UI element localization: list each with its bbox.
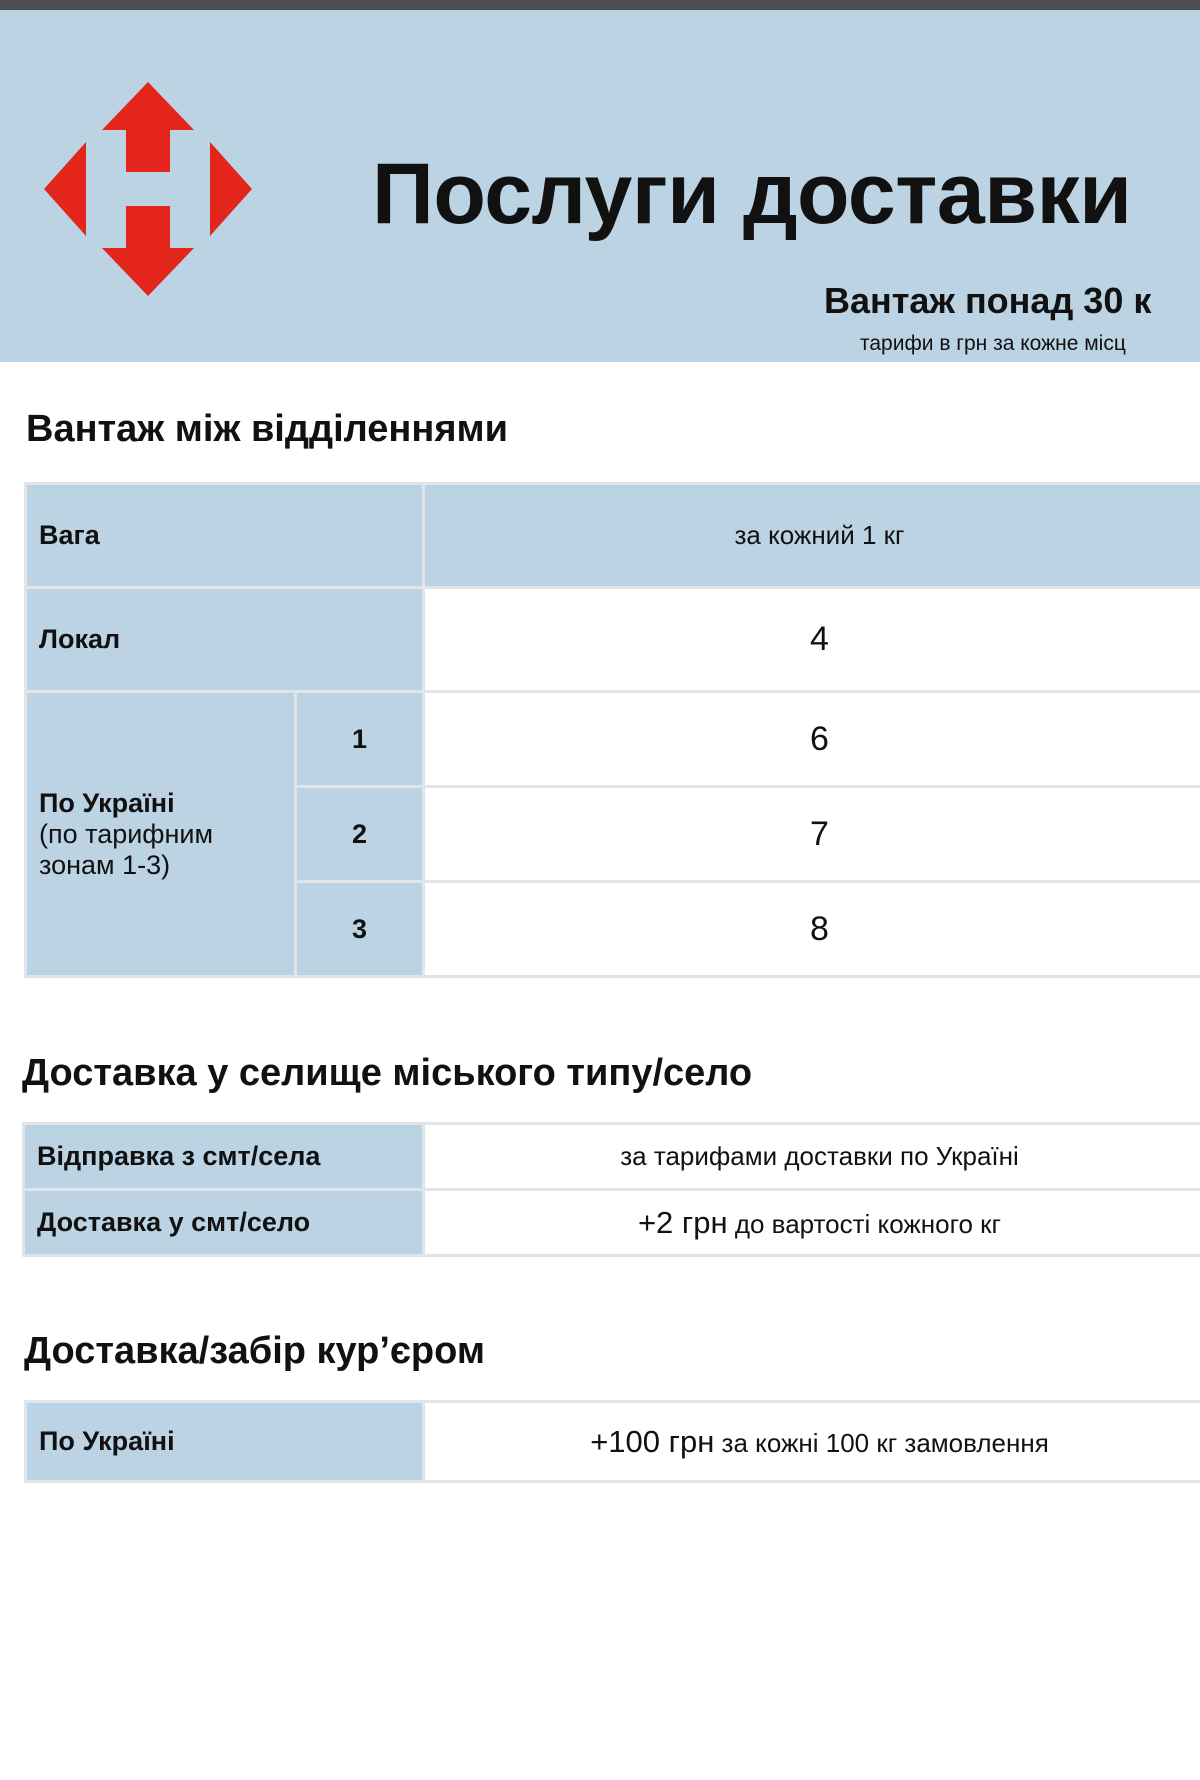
branches-tariff-table [24, 482, 1200, 978]
table-row [26, 588, 1200, 692]
courier-tariff-table [24, 1400, 1200, 1483]
zone-2-value: 7 [424, 787, 1200, 882]
page-title: Послуги доставки [372, 146, 1132, 242]
courier-surcharge: +100 грн [590, 1423, 715, 1459]
village-tariff-table [22, 1122, 1200, 1257]
nova-poshta-logo-icon [42, 80, 254, 298]
tariff-note: тарифи в грн за кожне місц [860, 332, 1126, 355]
table-row [24, 1190, 1200, 1256]
courier-ukraine-value [424, 1402, 1200, 1482]
section-title-village: Доставка у селище міського типу/село [22, 1052, 753, 1094]
courier-ukraine-label: По Україні [26, 1402, 424, 1482]
deliver-to-village-label: Доставка у смт/село [24, 1190, 424, 1256]
ukraine-label: По Україні [39, 787, 175, 818]
table-row [26, 484, 1200, 588]
per-kg-header: за кожний 1 кг [424, 484, 1200, 588]
zone-2-label: 2 [296, 787, 424, 882]
table-row [24, 1124, 1200, 1190]
section-title-courier: Доставка/забір кур’єром [24, 1330, 485, 1372]
section-title-branches: Вантаж між відділеннями [26, 408, 508, 450]
local-label: Локал [26, 588, 424, 692]
send-from-village-value [424, 1124, 1200, 1190]
courier-value-text: за кожні 100 кг замовлення [721, 1427, 1049, 1458]
ukraine-sub-label: (по тарифним зонам 1-3) [39, 818, 214, 880]
deliver-to-village-value-text: до вартості кожного кг [734, 1208, 1002, 1239]
send-from-village-label: Відправка з смт/села [24, 1124, 424, 1190]
table-row [26, 1402, 1200, 1482]
local-value: 4 [424, 588, 1200, 692]
deliver-to-village-surcharge: +2 грн [637, 1204, 728, 1240]
zone-3-label: 3 [296, 882, 424, 977]
zone-1-label: 1 [296, 692, 424, 787]
zone-1-value: 6 [424, 692, 1200, 787]
weight-label: Вага [26, 484, 424, 588]
window-top-bar [0, 0, 1200, 10]
table-row [26, 692, 1200, 787]
header-banner [0, 10, 1200, 362]
ukraine-label-cell [26, 692, 296, 977]
zone-3-value: 8 [424, 882, 1200, 977]
page-subtitle: Вантаж понад 30 к [824, 280, 1152, 321]
send-from-village-value-text: за тарифами доставки по Україні [620, 1141, 1019, 1171]
deliver-to-village-value [424, 1190, 1200, 1256]
